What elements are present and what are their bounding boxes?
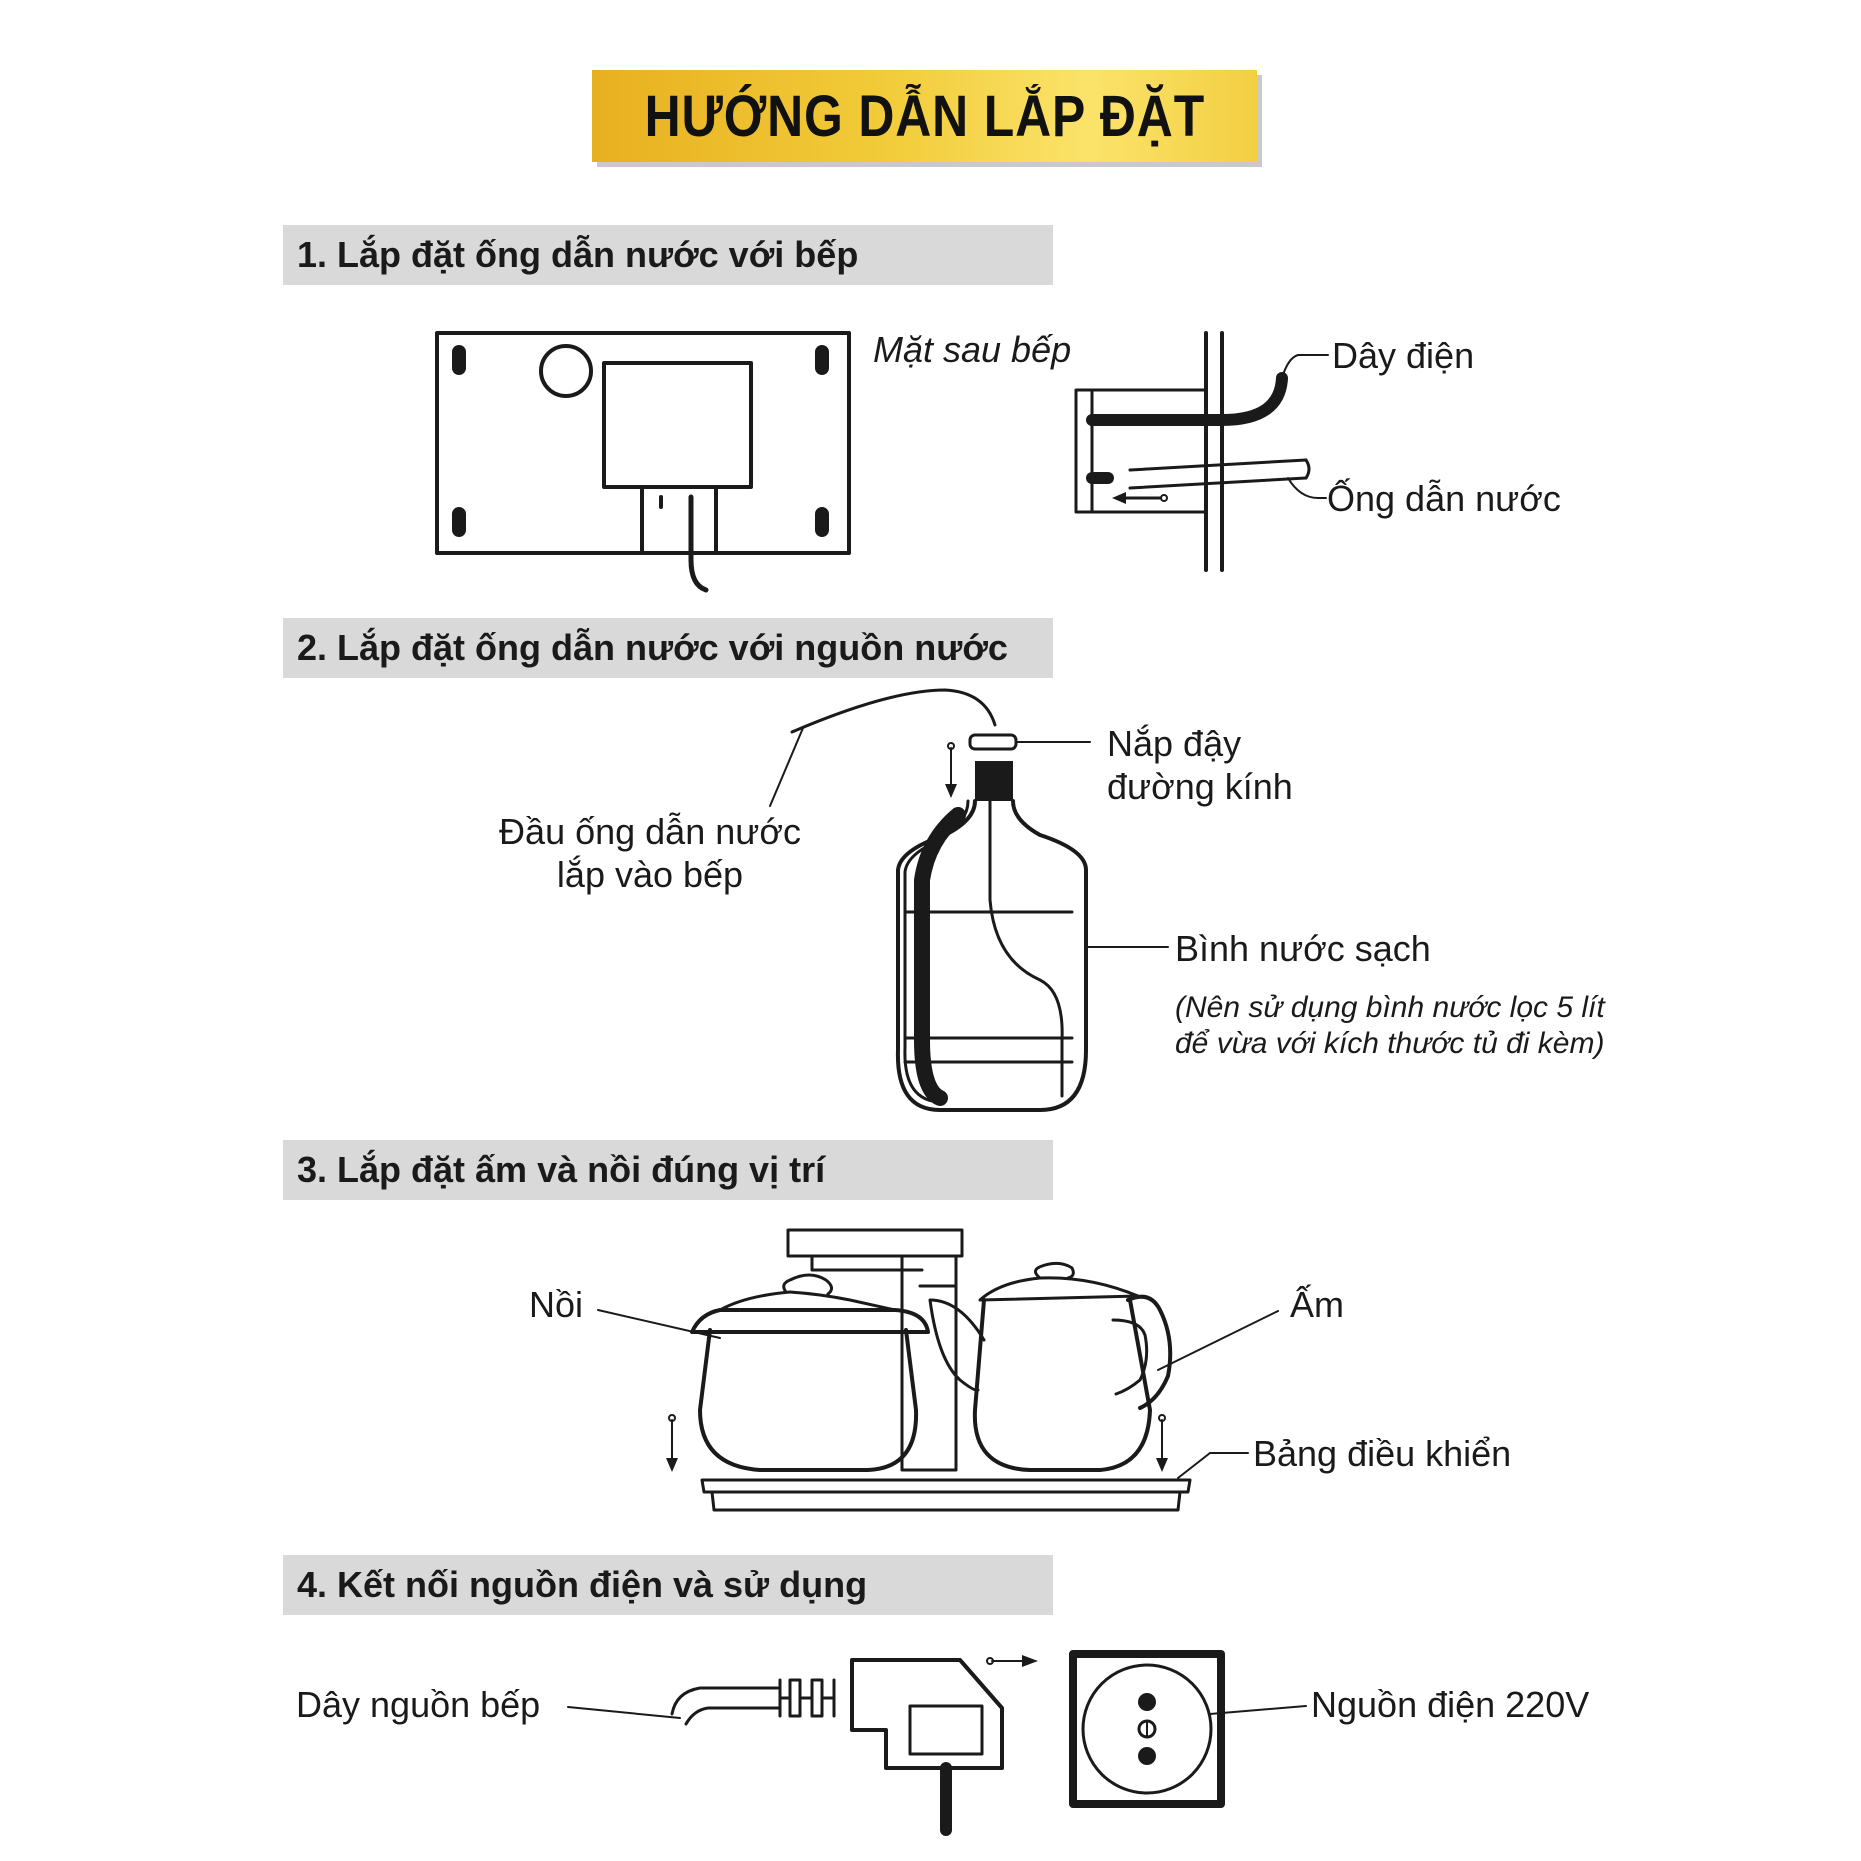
hose-end-line-2: lắp vào bếp — [556, 854, 744, 896]
connection-side-diagram — [1076, 333, 1328, 570]
section-1-title: 1. Lắp đặt ống dẫn nước với bếp — [297, 234, 859, 275]
pot-label: Nồi — [529, 1284, 584, 1325]
water-hose-label: Ống dẫn nước — [1327, 478, 1561, 519]
bottle-note-line-1: (Nên sử dụng bình nước lọc 5 lít — [1175, 991, 1605, 1024]
cap-line-1: Nắp đậy — [1107, 723, 1242, 764]
hose-end-label — [480, 810, 820, 896]
section-2-title: 2. Lắp đặt ống dẫn nước với nguồn nước — [297, 627, 1008, 668]
section-3-title: 3. Lắp đặt ấm và nồi đúng vị trí — [297, 1149, 826, 1190]
kettle-label: Ấm — [1290, 1284, 1344, 1325]
power-cord-label: Dây nguồn bếp — [296, 1684, 541, 1725]
plug-outlet-diagram — [568, 1654, 1306, 1830]
bottle-label: Bình nước sạch — [1175, 928, 1431, 969]
bottle-note — [1175, 990, 1605, 1062]
cap-label — [1107, 722, 1293, 808]
control-panel-label: Bảng điều khiển — [1253, 1433, 1512, 1474]
hose-end-line-1: Đầu ống dẫn nước — [499, 811, 801, 852]
power-cable-label: Dây điện — [1332, 335, 1475, 376]
stove-back-diagram — [437, 333, 849, 590]
outlet-label: Nguồn điện 220V — [1311, 1684, 1590, 1725]
pot-kettle-diagram — [598, 1230, 1278, 1510]
cap-line-2: đường kính — [1107, 766, 1293, 808]
page-title: HƯỚNG DẪN LẮP ĐẶT — [644, 83, 1205, 149]
section-4-title: 4. Kết nối nguồn điện và sử dụng — [297, 1564, 868, 1605]
stove-back-label: Mặt sau bếp — [873, 329, 1072, 370]
bottle-note-line-2: để vừa với kích thước tủ đi kèm) — [1175, 1027, 1605, 1060]
